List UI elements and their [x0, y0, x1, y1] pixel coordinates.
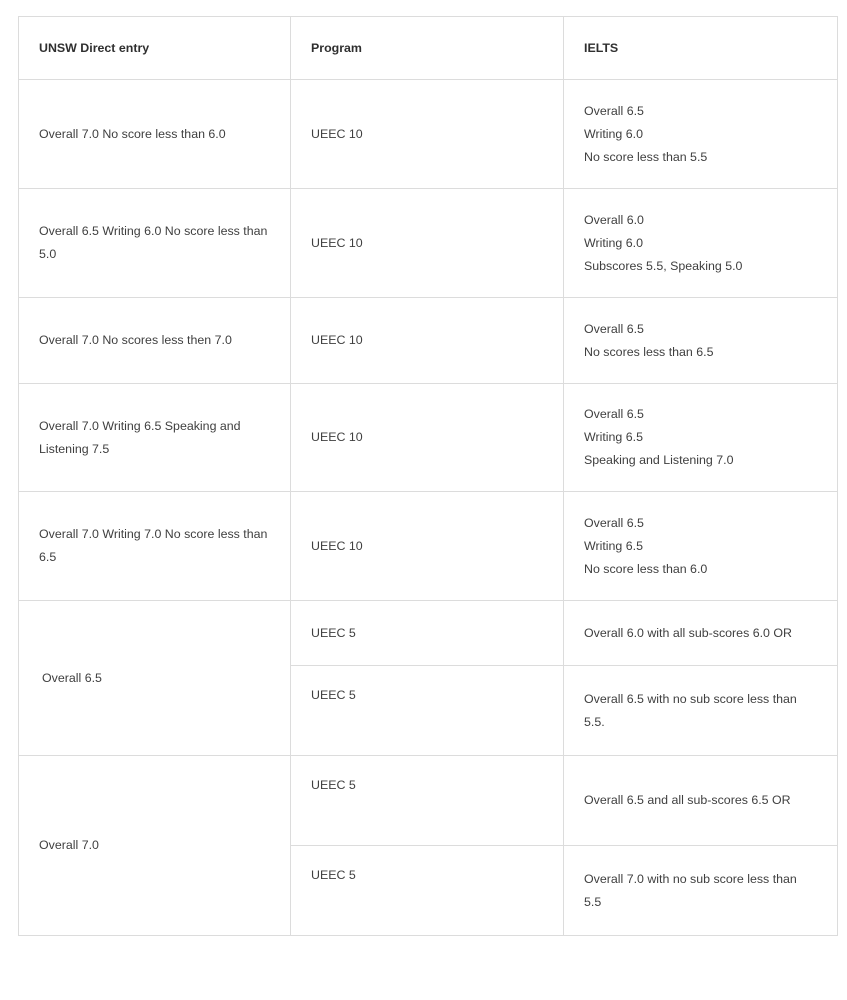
program-cell: UEEC 5: [291, 601, 564, 666]
ielts-cell: [564, 298, 838, 384]
entry-requirements-table: [18, 16, 838, 936]
program-cell: UEEC 10: [291, 80, 564, 189]
ielts-cell: [564, 492, 838, 601]
program-cell: UEEC 10: [291, 492, 564, 601]
ielts-line: Writing 6.0: [584, 126, 643, 141]
ielts-line: No scores less than 6.5: [584, 344, 714, 359]
ielts-line: Writing 6.5: [584, 538, 643, 553]
ielts-cell: Overall 7.0 with no sub score less than 5.5: [564, 846, 838, 936]
table-row: [19, 298, 838, 384]
entry-cell: Overall 7.0 No scores less then 7.0: [19, 298, 291, 384]
ielts-cell: Overall 6.0 with all sub-scores 6.0 OR: [564, 601, 838, 666]
entry-cell: Overall 7.0 No score less than 6.0: [19, 80, 291, 189]
ielts-cell: [564, 80, 838, 189]
ielts-cell: Overall 6.5 with no sub score less than 5.5.: [564, 666, 838, 756]
table-row: [19, 384, 838, 492]
table-row: [19, 189, 838, 298]
program-cell: UEEC 5: [291, 666, 564, 756]
ielts-line: Overall 6.5: [584, 103, 644, 118]
ielts-line: Overall 6.5: [584, 407, 644, 421]
ielts-line: No score less than 5.5: [584, 149, 708, 164]
entry-cell: Overall 6.5 Writing 6.0 No score less than 5.0: [19, 189, 291, 298]
ielts-cell: [564, 384, 838, 492]
ielts-line: Overall 6.5: [584, 515, 644, 530]
ielts-line: Writing 6.5: [584, 430, 643, 444]
header-unsw-direct-entry: UNSW Direct entry: [19, 17, 291, 80]
table-row: [19, 756, 838, 846]
ielts-line: Subscores 5.5, Speaking 5.0: [584, 258, 743, 273]
program-cell: UEEC 10: [291, 189, 564, 298]
ielts-line: Overall 6.5: [584, 321, 644, 336]
program-cell: UEEC 5: [291, 756, 564, 846]
program-cell: UEEC 10: [291, 298, 564, 384]
ielts-cell: [564, 189, 838, 298]
ielts-line: Speaking and Listening 7.0: [584, 453, 734, 467]
entry-cell: Overall 6.5: [19, 601, 291, 756]
table-row: [19, 601, 838, 666]
entry-cell: Overall 7.0 Writing 6.5 Speaking and Listening 7.5: [19, 384, 291, 492]
table-container: [18, 16, 837, 936]
program-cell: UEEC 10: [291, 384, 564, 492]
table-row: [19, 80, 838, 189]
program-cell: UEEC 5: [291, 846, 564, 936]
ielts-line: Overall 6.0: [584, 212, 644, 227]
header-program: Program: [291, 17, 564, 80]
header-ielts: IELTS: [564, 17, 838, 80]
ielts-line: No score less than 6.0: [584, 561, 708, 576]
ielts-cell: Overall 6.5 and all sub-scores 6.5 OR: [564, 756, 838, 846]
table-header-row: [19, 17, 838, 80]
table-row: [19, 492, 838, 601]
ielts-line: Writing 6.0: [584, 235, 643, 250]
entry-cell: Overall 7.0 Writing 7.0 No score less than 6.5: [19, 492, 291, 601]
entry-cell: Overall 7.0: [19, 756, 291, 936]
